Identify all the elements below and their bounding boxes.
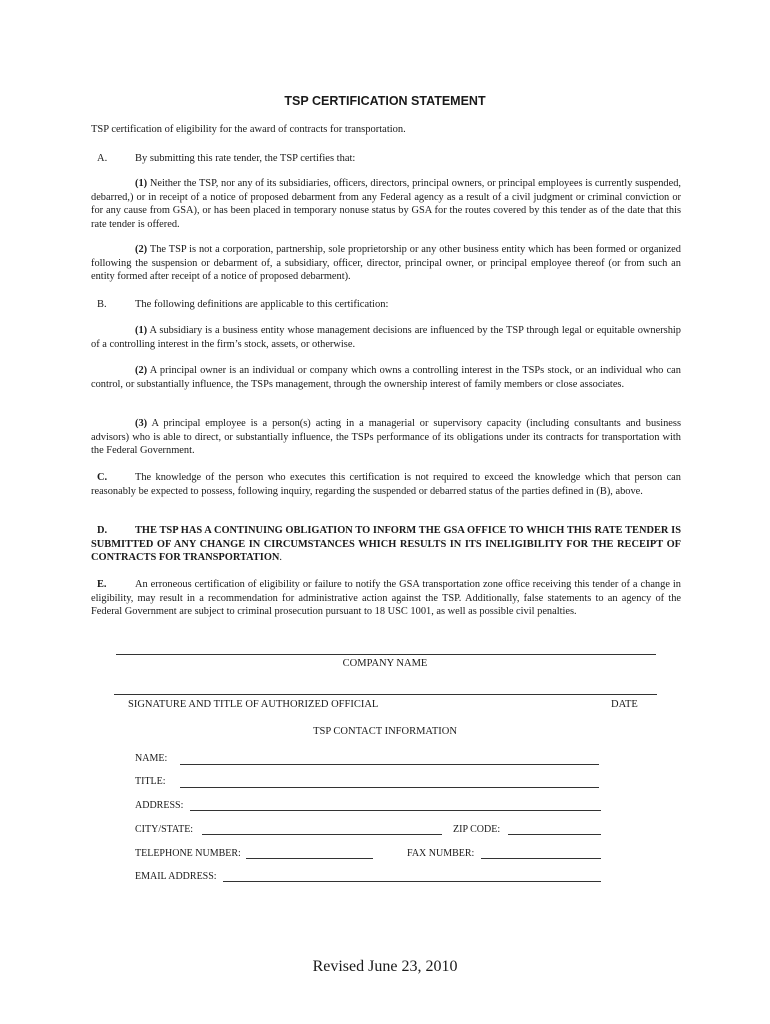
company-name-caption: COMPANY NAME [342, 658, 428, 669]
section-c-letter: C. [97, 472, 108, 483]
section-b-item-3 [91, 417, 681, 458]
section-b-item-3-number: (3) [135, 418, 148, 429]
section-b-letter: B. [97, 299, 107, 310]
section-a-item-1-number: (1) [135, 178, 148, 189]
section-d-period: . [279, 552, 283, 564]
date-caption: DATE [611, 699, 638, 710]
section-d-letter: D. [97, 525, 108, 536]
section-b-item-1-number: (1) [135, 325, 148, 336]
section-c [91, 471, 681, 498]
zip-code-field[interactable] [508, 834, 601, 835]
company-name-line[interactable] [116, 654, 656, 655]
fax-field[interactable] [481, 858, 601, 859]
section-d [91, 524, 681, 565]
section-a-item-2 [91, 243, 681, 284]
section-e [91, 578, 681, 619]
email-field[interactable] [223, 881, 601, 882]
section-c-text: The knowledge of the person who executes this certification is not required to exceed the knowledge which that person can reasonably be expected to possess, following inquiry, regarding the suspended or debarred status of the parties defined in (B), above. [91, 472, 681, 497]
city-state-field[interactable] [202, 834, 442, 835]
section-b-item-2-number: (2) [135, 365, 148, 376]
document-title: TSP CERTIFICATION STATEMENT [284, 94, 486, 108]
email-label: EMAIL ADDRESS: [135, 871, 217, 882]
title-label: TITLE: [135, 776, 166, 787]
section-e-text: An erroneous certification of eligibility or failure to notify the GSA transportation zone office receiving this tender of a change in eligibility, may result in a recommendation for administrative action against the TSP. Additionally, false statements to an agency of the Federal Government are subject to criminal prosecution pursuant to 18 USC 1001, as well as possible civil penalties. [91, 579, 681, 618]
section-b-item-2 [91, 364, 681, 391]
signature-line[interactable] [114, 694, 657, 695]
section-b-item-3-text: A principal employee is a person(s) acting in a managerial or supervisory capacity (including consultants and business advisors) who is able to direct, or substantially influence, the TSPs performance of its obligations under its contracts for transportation with the Federal Government. [91, 418, 681, 457]
section-b-heading: The following definitions are applicable to this certification: [135, 299, 389, 310]
section-a-heading: By submitting this rate tender, the TSP certifies that: [135, 153, 356, 164]
contact-heading: TSP CONTACT INFORMATION [313, 726, 457, 737]
section-a-item-1 [91, 177, 681, 231]
signature-caption: SIGNATURE AND TITLE OF AUTHORIZED OFFICIAL [128, 699, 379, 710]
section-a-item-2-text: The TSP is not a corporation, partnership, sole proprietorship or any other business entity which has been formed or organized following the suspension or debarment of, a subsidiary, officer, director, principal owner, or principal employee thereof (or from such an entity formed after receipt of a notice of proposed debarment). [91, 244, 681, 283]
section-a-letter: A. [97, 153, 108, 164]
section-e-letter: E. [97, 579, 107, 590]
section-b-item-2-text: A principal owner is an individual or company which owns a controlling interest in the TSPs stock, or an individual who can control, or substantially influence, the TSPs management, through the ownership interest of family members or close associates. [91, 365, 681, 390]
intro-text: TSP certification of eligibility for the award of contracts for transportation. [91, 124, 406, 135]
section-a-item-1-text: Neither the TSP, nor any of its subsidiaries, officers, directors, principal owners, or principal employees is currently suspended, debarred,) or in receipt of a notice of proposed debarment from any Federal agency as a result of a civil judgment or criminal conviction or for any cause from GSA), or has been placed in temporary nonuse status by GSA for the routes covered by this tender as of the date that this rate tender is offered. [91, 178, 681, 230]
address-label: ADDRESS: [135, 800, 184, 811]
section-d-text: THE TSP HAS A CONTINUING OBLIGATION TO INFORM THE GSA OFFICE TO WHICH THIS RATE TENDER IS SUBMITTED OF ANY CHANGE IN CIRCUMSTANCES WHICH RESULTS IN ITS INELIGIBILITY FOR THE RECEIPT OF CONTRACTS FOR TRANSPORTATION [91, 525, 681, 564]
telephone-field[interactable] [246, 858, 373, 859]
section-a-item-2-number: (2) [135, 244, 148, 255]
section-b-item-1 [91, 324, 681, 351]
name-field[interactable] [180, 764, 599, 765]
name-label: NAME: [135, 753, 168, 764]
title-field[interactable] [180, 787, 599, 788]
fax-label: FAX NUMBER: [407, 848, 475, 859]
section-b-item-1-text: A subsidiary is a business entity whose management decisions are influenced by the TSP through legal or equitable ownership of a controlling interest in the firm’s stock, assets, or otherwise. [91, 325, 681, 350]
telephone-label: TELEPHONE NUMBER: [135, 848, 241, 859]
revision-date: Revised June 23, 2010 [312, 958, 458, 975]
zip-code-label: ZIP CODE: [453, 824, 501, 835]
city-state-label: CITY/STATE: [135, 824, 194, 835]
address-field[interactable] [190, 810, 601, 811]
